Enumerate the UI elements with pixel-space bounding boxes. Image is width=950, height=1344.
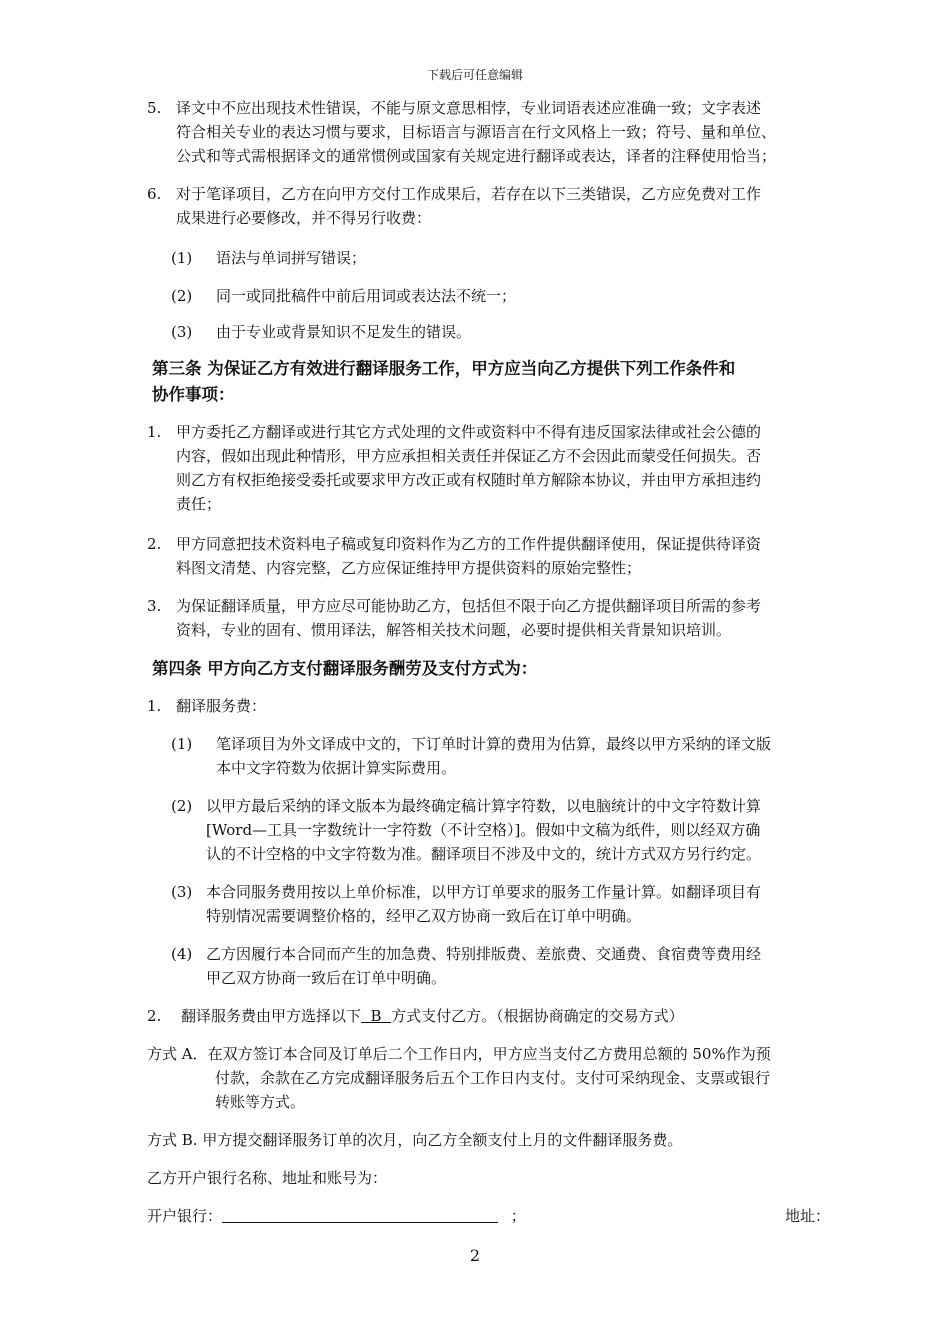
address-label: 地址： xyxy=(785,1207,831,1225)
article-3-heading: 第三条 为保证乙方有效进行翻译服务工作，甲方应当向乙方提供下列工作条件和 协作事项： xyxy=(152,359,736,404)
clause-line: 甲方委托乙方翻译或进行其它方式处理的文件或资料中不得有违反国家法律或社会公德的 xyxy=(176,423,762,441)
payment-method-b: 方式 B. 甲方提交翻译服务订单的次月，向乙方全额支付上月的文件翻译服务费。 xyxy=(147,1131,683,1149)
sub-item-number: (3) xyxy=(171,883,193,901)
payment-method-a xyxy=(147,1042,847,1114)
item-number: 2. xyxy=(147,1007,162,1025)
sub-item-number: (1) xyxy=(171,735,193,753)
sub-item-text: 同一或同批稿件中前后用词或表达法不统一； xyxy=(216,287,517,305)
method-line: 付款，余款在乙方完成翻译服务后五个工作日内支付。支付可采纳现金、支票或银行 xyxy=(215,1069,771,1087)
clause-line: 甲方同意把技术资料电子稿或复印资料作为乙方的工作件提供翻译使用，保证提供待译资 xyxy=(176,535,762,553)
clause-item-6 xyxy=(147,182,847,230)
sub-item-number: (1) xyxy=(171,249,193,267)
item-number: 3. xyxy=(147,597,162,615)
sub-item-line: 本中文字符数为依据计算实际费用。 xyxy=(216,759,457,777)
item-number: 5. xyxy=(147,99,162,117)
method-line: 转账等方式。 xyxy=(215,1093,306,1111)
article-4-heading: 第四条 甲方向乙方支付翻译服务酬劳及支付方式为： xyxy=(152,659,538,678)
payment-choice-line: 翻译服务费由甲方选择以下 B 方式支付乙方。（根据协商确定的交易方式） xyxy=(181,1007,684,1025)
clause-item-5 xyxy=(147,96,847,168)
sub-item-text: 由于专业或背景知识不足发生的错误。 xyxy=(216,323,472,341)
sub-item-line: 本合同服务费用按以上单价标准，以甲方订单要求的服务工作量计算。如翻译项目有 xyxy=(206,883,762,901)
sub-item-line: 认的不计空格的中文字符数为准。翻译项目不涉及中文的，统计方式双方另行约定。 xyxy=(206,845,762,863)
article-3-item-2 xyxy=(147,532,847,580)
sub-item-number: (2) xyxy=(171,287,193,305)
sub-item-number: (2) xyxy=(171,797,193,815)
sub-item-line: 甲乙双方协商一致后在订单中明确。 xyxy=(206,969,447,987)
item-number: 2. xyxy=(147,535,162,553)
clause-line: 译文中不应出现技术性错误，不能与原文意思相悖，专业词语表述应准确一致；文字表述 xyxy=(176,99,762,117)
clause-line: 公式和等式需根据译文的通常惯例或国家有关规定进行翻译或表达，译者的注释使用恰当； xyxy=(176,147,777,165)
item-number: 6. xyxy=(147,185,162,203)
sub-item-line: 笔译项目为外文译成中文的，下订单时计算的费用为估算，最终以甲方采纳的译文版 xyxy=(216,735,772,753)
sub-item-text: 语法与单词拼写错误； xyxy=(216,249,367,267)
clause-line: 则乙方有权拒绝接受委托或要求甲方改正或有权随时单方解除本协议，并由甲方承担违约 xyxy=(176,471,762,489)
clause-line: 为保证翻译质量，甲方应尽可能协助乙方，包括但不限于向乙方提供翻译项目所需的参考 xyxy=(176,597,762,615)
method-line: 方式 A．在双方签订本合同及订单后二个工作日内，甲方应当支付乙方费用总额的 50%作为预 xyxy=(147,1045,771,1063)
clause-line: 翻译服务费： xyxy=(176,697,267,715)
bank-name-blank xyxy=(222,1206,498,1223)
clause-line: 内容，假如出现此种情形，甲方应承担相关责任并保证乙方不会因此而蒙受任何损失。否 xyxy=(176,447,762,465)
clause-line: 对于笔译项目，乙方在向甲方交付工作成果后，若存在以下三类错误，乙方应免费对工作 xyxy=(176,185,762,203)
clause-line: 料图文清楚、内容完整，乙方应保证维持甲方提供资料的原始完整性； xyxy=(176,559,642,577)
sub-item-line: [Word—工具一字数统计一字符数（不计空格）]。假如中文稿为纸件，则以经双方确 xyxy=(206,821,761,839)
item-number: 1. xyxy=(147,423,162,441)
page-number: 2 xyxy=(469,1246,481,1265)
sub-item-number: (3) xyxy=(171,323,193,341)
article-4-item-2 xyxy=(147,1004,847,1028)
sub-item-line: 以甲方最后采纳的译文版本为最终确定稿计算字符数，以电脑统计的中文字符数计算 xyxy=(206,797,762,815)
clause-line: 责任； xyxy=(176,495,222,513)
fee-sub-item-4 xyxy=(147,942,847,990)
sub-item-line: 乙方因履行本合同而产生的加急费、特别排版费、差旅费、交通费、食宿费等费用经 xyxy=(206,945,762,963)
clause-line: 资料，专业的固有、惯用译法，解答相关技术问题，必要时提供相关背景知识培训。 xyxy=(176,621,732,639)
fee-sub-item-1 xyxy=(147,732,847,780)
bank-separator: ； xyxy=(510,1207,526,1225)
bank-info-intro: 乙方开户银行名称、地址和账号为： xyxy=(147,1169,388,1187)
fee-sub-item-3 xyxy=(147,880,847,928)
article-3-item-1 xyxy=(147,420,847,516)
clause-line: 成果进行必要修改，并不得另行收费： xyxy=(176,209,432,227)
clause-line: 符合相关专业的表达习惯与要求，目标语言与源语言在行文风格上一致；符号、量和单位、 xyxy=(176,123,777,141)
article-3-item-3 xyxy=(147,594,847,642)
sub-item-6-2 xyxy=(147,284,847,308)
article-4-item-1 xyxy=(147,694,847,718)
sub-item-6-3 xyxy=(147,320,847,344)
sub-item-6-1 xyxy=(147,246,847,270)
bank-info-line xyxy=(147,1204,837,1228)
sub-item-number: (4) xyxy=(171,945,193,963)
sub-item-line: 特别情况需要调整价格的，经甲乙双方协商一致后在订单中明确。 xyxy=(206,907,642,925)
bank-label: 开户银行： xyxy=(147,1207,223,1225)
header-note: 下载后可任意编辑 xyxy=(426,68,523,82)
item-number: 1. xyxy=(147,697,162,715)
fee-sub-item-2 xyxy=(147,794,847,866)
payment-choice-value: B xyxy=(361,1007,392,1025)
